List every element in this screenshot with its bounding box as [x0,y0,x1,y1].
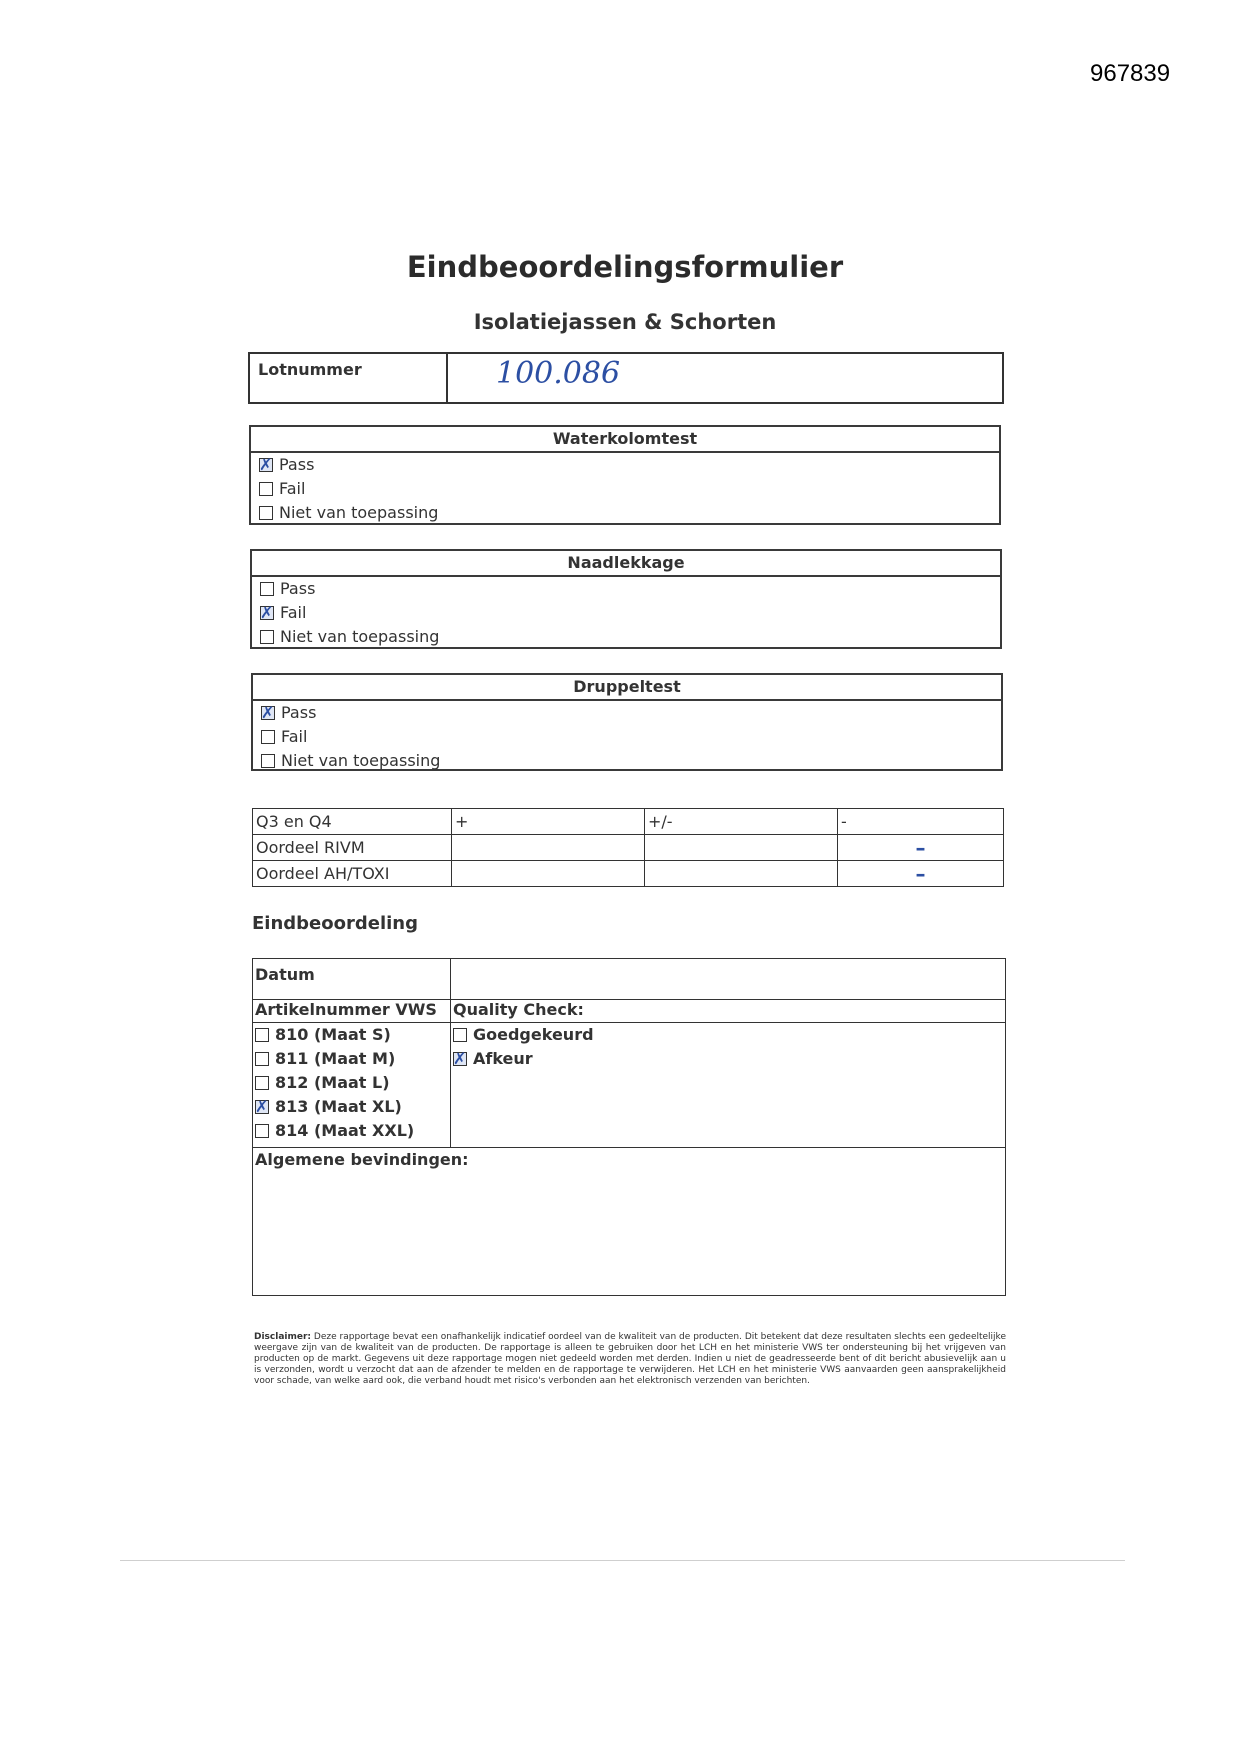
form-subtitle: Isolatiejassen & Schorten [473,310,777,334]
option-label: Goedgekeurd [473,1025,594,1044]
cell-input[interactable] [452,835,645,861]
header-row [253,1000,1005,1023]
option-label: Pass [279,455,315,474]
option-fail[interactable] [251,477,999,501]
option-pass[interactable] [252,577,1000,601]
quality-header: Quality Check: [453,1000,584,1019]
option-label: Fail [280,603,307,622]
section-header: Druppeltest [253,675,1001,701]
lot-number-field[interactable] [448,354,1002,402]
table-row [253,835,1004,861]
datum-row [253,959,1005,1000]
option-label: Pass [280,579,316,598]
section-druppeltest [251,673,1003,771]
cell-handwritten-mark[interactable]: – [838,861,1004,887]
checkbox-icon[interactable] [259,482,273,496]
cell-plus: + [452,809,645,835]
section-waterkolomtest [249,425,1001,525]
option-label: Niet van toepassing [280,627,440,646]
checkbox-icon[interactable] [255,1124,269,1138]
option-pass[interactable] [253,701,1001,725]
findings-field[interactable] [253,1169,1005,1279]
option-niet-van-toepassing[interactable] [253,749,1001,773]
cell-input[interactable] [452,861,645,887]
checkbox-icon[interactable] [261,754,275,768]
findings-label: Algemene bevindingen: [255,1150,469,1169]
scan-edge-line [120,1560,1125,1561]
form-title: Eindbeoordelingsformulier [406,250,844,284]
eindbeoordeling-heading: Eindbeoordeling [252,913,418,934]
checkbox-icon[interactable] [255,1028,269,1042]
article-811[interactable] [253,1047,450,1071]
document-number: 967839 [1090,60,1171,87]
datum-field[interactable] [451,959,1005,999]
option-fail[interactable] [253,725,1001,749]
option-label: 813 (Maat XL) [275,1097,402,1116]
option-label: Niet van toepassing [279,503,439,522]
option-niet-van-toepassing[interactable] [252,625,1000,649]
lot-number-box [248,352,1004,404]
cell-plusminus: +/- [645,809,838,835]
datum-label: Datum [253,959,451,999]
option-label: 811 (Maat M) [275,1049,396,1068]
option-label: Pass [281,703,317,722]
row-label: Q3 en Q4 [253,809,452,835]
lot-number-label: Lotnummer [250,354,448,402]
cell-handwritten-mark[interactable]: – [838,835,1004,861]
article-813[interactable] [253,1095,450,1119]
option-label: 814 (Maat XXL) [275,1121,415,1140]
checkbox-checked-icon[interactable] [255,1100,269,1114]
table-row [253,861,1004,887]
quality-options [451,1023,1005,1147]
checkbox-icon[interactable] [255,1076,269,1090]
checkbox-checked-icon[interactable] [261,706,275,720]
option-label: Fail [279,479,306,498]
eindbeoordeling-box [252,958,1006,1296]
option-label: Afkeur [473,1049,533,1068]
checkbox-icon[interactable] [259,506,273,520]
q-table [252,808,1004,887]
row-label: Oordeel AH/TOXI [253,861,452,887]
disclaimer-label: Disclaimer: [254,1332,312,1342]
option-label: Niet van toepassing [281,751,441,770]
row-label: Oordeel RIVM [253,835,452,861]
section-header: Naadlekkage [252,551,1000,577]
checkbox-icon[interactable] [453,1028,467,1042]
options-row [253,1023,1005,1148]
checkbox-checked-icon[interactable] [260,606,274,620]
lot-number-handwritten: 100.086 [496,356,621,391]
table-row [253,809,1004,835]
option-label: 812 (Maat L) [275,1073,390,1092]
option-fail[interactable] [252,601,1000,625]
option-label: Fail [281,727,308,746]
quality-goedgekeurd[interactable] [451,1023,1005,1047]
cell-input[interactable] [645,861,838,887]
article-814[interactable] [253,1119,450,1143]
option-niet-van-toepassing[interactable] [251,501,999,525]
option-pass[interactable] [251,453,999,477]
disclaimer-text: Deze rapportage bevat een onafhankelijk indicatief oordeel van de kwaliteit van de producten. Dit betekent dat deze resultaten slechts een gedeeltelijke weergave zijn van de kwaliteit van de producten. De rapportage is alleen te gebruiken door het LCH en het ministerie VWS ter ondersteuning bij het vrijgeven van producten op de markt. Gegevens uit deze rapportage mogen niet gedeeld worden met derden. Indien u niet de geadresseerde bent of dit bericht abusievelijk aan u is verzonden, wordt u verzocht dat aan de afzender te melden en de rapportage te verwijderen. Het LCH en het ministerie VWS aanvaarden geen aansprakelijkheid voor schade, van welke aard ook, die verband houdt met risico's verbonden aan het elektronisch verzenden van berichten. [254,1332,1006,1386]
option-label: 810 (Maat S) [275,1025,391,1044]
checkbox-checked-icon[interactable] [453,1052,467,1066]
article-options [253,1023,451,1147]
cell-input[interactable] [645,835,838,861]
quality-afkeur[interactable] [451,1047,1005,1071]
section-header: Waterkolomtest [251,427,999,453]
artikel-header: Artikelnummer VWS [253,1000,451,1022]
checkbox-checked-icon[interactable] [259,458,273,472]
article-812[interactable] [253,1071,450,1095]
checkbox-icon[interactable] [260,630,274,644]
cell-minus: - [838,809,1004,835]
section-naadlekkage [250,549,1002,649]
checkbox-icon[interactable] [255,1052,269,1066]
checkbox-icon[interactable] [260,582,274,596]
checkbox-icon[interactable] [261,730,275,744]
disclaimer [254,1332,1006,1387]
article-810[interactable] [253,1023,450,1047]
